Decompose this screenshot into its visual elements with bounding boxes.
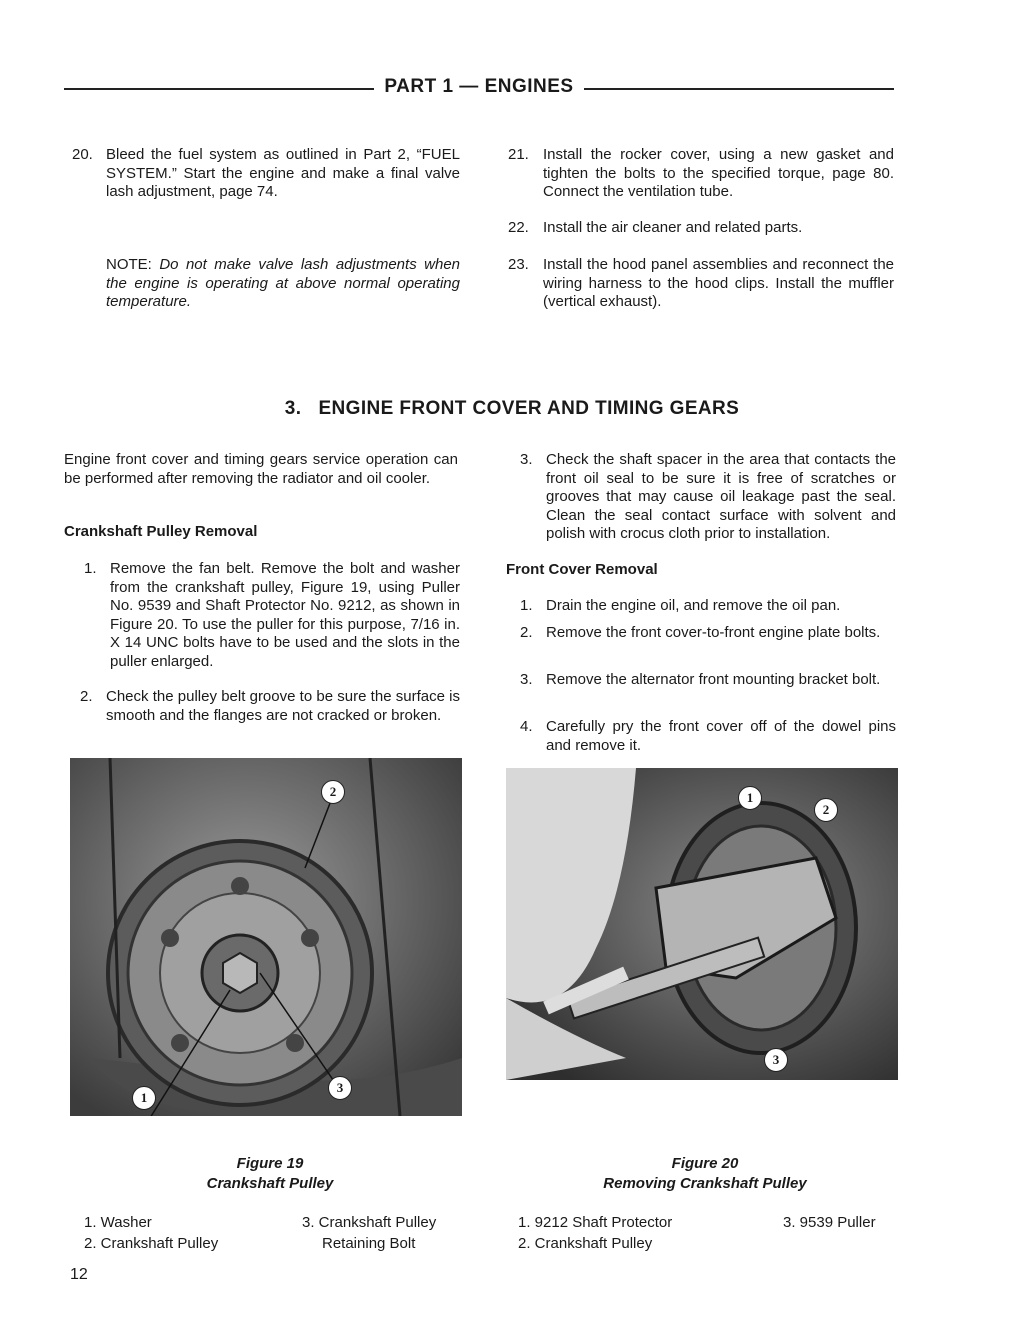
figure-20-photo — [506, 768, 898, 1080]
step-number: 1. — [520, 597, 533, 614]
figure-20-legend-1: 1. 9212 Shaft Protector — [518, 1214, 673, 1231]
step-number: 20. — [72, 146, 93, 163]
cover-step-1 — [520, 597, 896, 617]
pulley-step-1 — [84, 560, 460, 675]
note — [106, 256, 460, 312]
figure-19-photo — [70, 758, 462, 1116]
figure-19-label: Figure 19 — [236, 1155, 304, 1172]
pulley-step-2 — [80, 688, 460, 748]
figure-20-title: Removing Crankshaft Pulley — [603, 1175, 807, 1192]
step-text: Install the air cleaner and related parts. — [543, 219, 803, 236]
cover-step-4 — [520, 718, 896, 758]
part-title: PART 1 — ENGINES — [376, 76, 581, 97]
step-number: 3. — [520, 671, 533, 688]
figure-20-callout-1: 1 — [738, 786, 762, 810]
step-text: Remove the fan belt. Remove the bolt and washer from the crankshaft pulley, Figure 19, using Puller No. 9539 and Shaft Protector No. 9212, as shown in Figure 20. To use the puller for this purpose, 7/16 in. X 14 UNC bolts have to be used and the slots in the puller enlarged. — [110, 560, 460, 670]
figure-19-callout-2: 2 — [321, 780, 345, 804]
figure-19-callout-3: 3 — [328, 1076, 352, 1100]
step-21 — [508, 146, 894, 206]
step-22 — [508, 219, 894, 239]
figure-19-legend-3-cont: Retaining Bolt — [322, 1235, 416, 1252]
figure-19-legend-3: 3. Crankshaft Pulley — [302, 1214, 437, 1231]
step-number: 2. — [520, 624, 533, 641]
step-20 — [72, 146, 460, 206]
figure-20-callout-3: 3 — [764, 1048, 788, 1072]
step-number: 3. — [520, 451, 533, 468]
part-header — [64, 76, 894, 102]
step-text: Install the rocker cover, using a new gasket and tighten the bolts to the specified torque, page 80. Connect the ventilation tube. — [543, 146, 894, 200]
puller-illustration — [506, 768, 898, 1080]
step-text: Drain the engine oil, and remove the oil pan. — [546, 597, 841, 614]
pulley-removal-heading: Crankshaft Pulley Removal — [64, 523, 258, 540]
intro-paragraph: Engine front cover and timing gears service operation can be performed after removing the radiator and oil cooler. — [64, 451, 458, 487]
step-text: Install the hood panel assemblies and reconnect the wiring harness to the hood clips. Install the muffler (vertical exhaust). — [543, 256, 894, 310]
figure-20-legend-3: 3. 9539 Puller — [783, 1214, 876, 1231]
figure-20-callout-2: 2 — [814, 798, 838, 822]
figure-20-label: Figure 20 — [671, 1155, 739, 1172]
step-number: 22. — [508, 219, 529, 236]
figure-19-callout-1: 1 — [132, 1086, 156, 1110]
step-text: Check the pulley belt groove to be sure the surface is smooth and the flanges are not cracked or broken. — [106, 688, 460, 724]
step-text: Check the shaft spacer in the area that contacts the front oil seal to be sure it is free of scratches or grooves that may cause oil leakage past the seal. Clean the seal contact surface with solvent and polish with crocus cloth prior to installation. — [546, 451, 896, 542]
step-text: Carefully pry the front cover off of the dowel pins and remove it. — [546, 718, 896, 754]
step-number: 23. — [508, 256, 529, 273]
figure-19-caption — [140, 1154, 400, 1194]
figure-20-caption — [560, 1154, 850, 1194]
note-label: NOTE: — [106, 256, 152, 273]
section-title: 3. ENGINE FRONT COVER AND TIMING GEARS — [284, 398, 740, 419]
figure-19-legend-2: 2. Crankshaft Pulley — [84, 1235, 219, 1252]
right-step-3 — [520, 451, 896, 546]
front-cover-heading: Front Cover Removal — [506, 561, 658, 578]
step-text: Bleed the fuel system as outlined in Part 2, “FUEL SYSTEM.” Start the engine and make a final valve lash adjustment, page 74. — [106, 146, 460, 200]
note-text: Do not make valve lash adjustments when the engine is operating at above normal operating temperature. — [106, 256, 461, 310]
step-number: 4. — [520, 718, 533, 735]
step-number: 1. — [84, 560, 97, 577]
figure-19-title: Crankshaft Pulley — [206, 1175, 334, 1192]
page-number: 12 — [70, 1266, 88, 1283]
step-text: Remove the front cover-to-front engine plate bolts. — [546, 624, 881, 641]
cover-step-2 — [520, 624, 896, 664]
step-number: 21. — [508, 146, 529, 163]
step-number: 2. — [80, 688, 93, 705]
cover-step-3 — [520, 671, 896, 711]
figure-20-legend-2: 2. Crankshaft Pulley — [518, 1235, 653, 1252]
crankshaft-pulley-illustration — [70, 758, 462, 1116]
step-23 — [508, 256, 894, 316]
figure-19-legend-1: 1. Washer — [84, 1214, 152, 1231]
step-text: Remove the alternator front mounting bracket bolt. — [546, 671, 881, 688]
